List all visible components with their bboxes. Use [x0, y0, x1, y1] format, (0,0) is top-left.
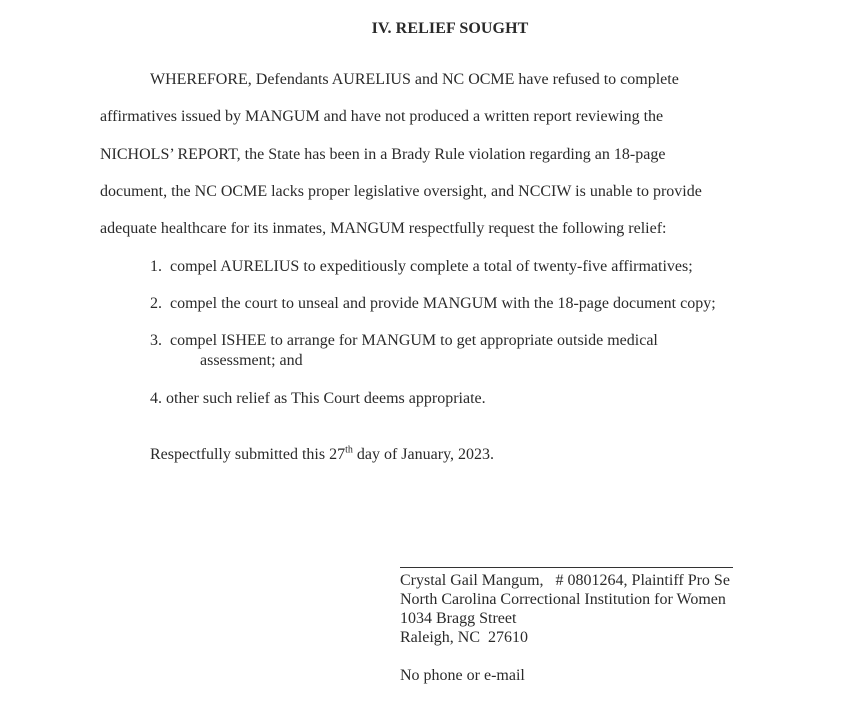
relief-item-text: other such relief as This Court deems appropriate.	[166, 390, 486, 407]
submission-prefix: Respectfully submitted this 27	[150, 446, 346, 463]
signer-institution: North Carolina Correctional Institution for Women	[400, 591, 726, 608]
body-line-2: affirmatives issued by MANGUM and have not produced a written report reviewing the	[100, 108, 664, 125]
submission-date-line	[150, 446, 494, 464]
relief-item-text: compel AURELIUS to expeditiously complete a total of twenty-five affirmatives;	[170, 258, 693, 275]
relief-item-4	[150, 390, 486, 408]
relief-item-number: 4.	[150, 390, 162, 407]
section-heading: IV. RELIEF SOUGHT	[371, 20, 529, 37]
relief-item-1	[150, 258, 693, 276]
body-line-3: NICHOLS’ REPORT, the State has been in a Brady Rule violation regarding an 18-page	[100, 146, 666, 163]
body-line-5: adequate healthcare for its inmates, MANGUM respectfully request the following relief:	[100, 220, 667, 237]
relief-item-number: 1.	[150, 258, 162, 275]
relief-item-text: compel ISHEE to arrange for MANGUM to get appropriate outside medical	[170, 332, 658, 349]
body-line-1: WHEREFORE, Defendants AURELIUS and NC OCME have refused to complete	[150, 71, 679, 88]
submission-suffix: day of January, 2023.	[352, 446, 495, 463]
relief-item-3	[150, 332, 658, 350]
signer-contact: No phone or e-mail	[400, 667, 525, 684]
relief-item-2	[150, 295, 716, 313]
body-line-4: document, the NC OCME lacks proper legislative oversight, and NCCIW is unable to provide	[100, 183, 702, 200]
relief-item-number: 2.	[150, 295, 162, 312]
signer-street: 1034 Bragg Street	[400, 610, 517, 627]
signer-name: Crystal Gail Mangum, # 0801264, Plaintiff Pro Se	[400, 572, 730, 589]
relief-item-3-continuation: assessment; and	[200, 352, 303, 369]
relief-item-text: compel the court to unseal and provide MANGUM with the 18-page document copy;	[170, 295, 716, 312]
relief-item-number: 3.	[150, 332, 162, 349]
signature-line	[400, 567, 733, 568]
signer-city: Raleigh, NC 27610	[400, 629, 528, 646]
submission-superscript: th	[345, 444, 353, 456]
